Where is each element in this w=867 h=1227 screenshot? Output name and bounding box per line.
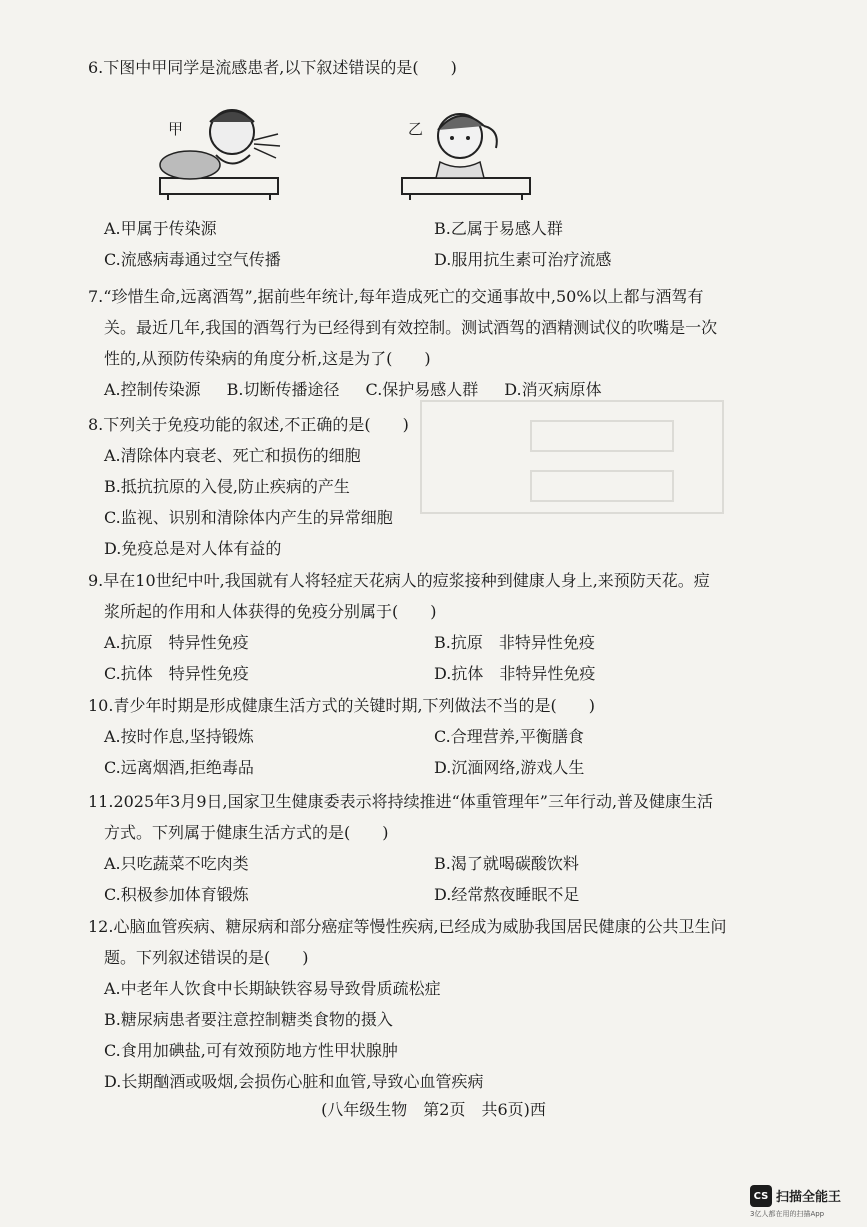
q10-option-b[interactable]: C.远离烟酒,拒绝毒品 [104,758,254,777]
q6-option-d[interactable]: D.服用抗生素可治疗流感 [434,250,612,269]
q9-option-a[interactable]: A.抗原 特异性免疫 [104,633,249,652]
q12-option-d[interactable]: D.长期酗酒或吸烟,会损伤心脏和血管,导致心血管疾病 [104,1072,484,1091]
students-drawing [150,100,550,200]
q10-option-c[interactable]: C.合理营养,平衡膳食 [434,727,584,746]
q12-option-b[interactable]: B.糖尿病患者要注意控制糖类食物的摄入 [104,1010,393,1029]
question-12-line-1: 12.心脑血管疾病、糖尿病和部分癌症等慢性疾病,已经成为威胁我国居民健康的公共卫生问 [88,917,727,936]
question-8-stem: 8.下列关于免疫功能的叙述,不正确的是( ) [88,415,409,434]
question-7 [88,281,808,405]
page-footer: (八年级生物 第2页 共6页)西 [321,1100,546,1119]
q8-option-a[interactable]: A.清除体内衰老、死亡和损伤的细胞 [104,446,361,465]
question-10 [88,690,808,783]
question-11 [88,786,808,910]
figure-label-b: 乙 [408,120,424,138]
q11-option-b[interactable]: B.渴了就喝碳酸饮料 [434,854,579,873]
scanner-tagline: 3亿人都在用的扫描App [750,1210,825,1218]
question-11-line-1: 11.2025年3月9日,国家卫生健康委表示将持续推进“体重管理年”三年行动,普及健康生活 [88,792,714,811]
question-9-line-2: 浆所起的作用和人体获得的免疫分别属于( ) [104,602,437,621]
q10-option-a[interactable]: A.按时作息,坚持锻炼 [104,727,254,746]
q9-option-d[interactable]: D.抗体 非特异性免疫 [434,664,596,683]
question-7-line-3: 性的,从预防传染病的角度分析,这是为了( ) [104,349,431,368]
question-10-stem: 10.青少年时期是形成健康生活方式的关键时期,下列做法不当的是( ) [88,696,596,715]
scanner-watermark [750,1183,855,1219]
question-6-options [88,213,808,275]
q9-option-c[interactable]: C.抗体 特异性免疫 [104,664,249,683]
q7-option-c[interactable]: C.保护易感人群 [365,380,479,399]
question-9-line-1: 9.早在10世纪中叶,我国就有人将轻症天花病人的痘浆接种到健康人身上,来预防天花。痘 [88,571,710,590]
question-6-stem: 6.下图中甲同学是流感患者,以下叙述错误的是( ) [88,58,457,77]
question-7-line-1: 7.“珍惜生命,远离酒驾”,据前些年统计,每年造成死亡的交通事故中,50%以上都与酒驾有 [88,287,704,306]
q7-option-a[interactable]: A.控制传染源 [104,380,201,399]
q8-option-c[interactable]: C.监视、识别和清除体内产生的异常细胞 [104,508,393,527]
q11-option-a[interactable]: A.只吃蔬菜不吃肉类 [104,854,249,873]
q6-option-a[interactable]: A.甲属于传染源 [104,219,217,238]
q10-option-d[interactable]: D.沉湎网络,游戏人生 [434,758,585,777]
flu-illustration [150,100,550,200]
q6-option-b[interactable]: B.乙属于易感人群 [434,219,563,238]
question-11-line-2: 方式。下列属于健康生活方式的是( ) [104,823,389,842]
q7-option-d[interactable]: D.消灭病原体 [504,380,602,399]
q6-option-c[interactable]: C.流感病毒通过空气传播 [104,250,281,269]
q9-option-b[interactable]: B.抗原 非特异性免疫 [434,633,595,652]
q11-option-d[interactable]: D.经常熬夜睡眠不足 [434,885,580,904]
scanner-logo-icon: CS [750,1185,772,1207]
q11-option-c[interactable]: C.积极参加体育锻炼 [104,885,249,904]
scanner-app-name: 扫描全能王 [776,1190,842,1205]
question-6 [88,52,808,83]
question-8 [88,409,808,564]
figure-label-a: 甲 [168,120,184,138]
question-12 [88,911,808,1097]
q8-option-b[interactable]: B.抵抗抗原的入侵,防止疾病的产生 [104,477,350,496]
q12-option-a[interactable]: A.中老年人饮食中长期缺铁容易导致骨质疏松症 [104,979,441,998]
q12-option-c[interactable]: C.食用加碘盐,可有效预防地方性甲状腺肿 [104,1041,398,1060]
q8-option-d[interactable]: D.免疫总是对人体有益的 [104,539,282,558]
q7-option-b[interactable]: B.切断传播途径 [226,380,340,399]
question-7-line-2: 关。最近几年,我国的酒驾行为已经得到有效控制。测试酒驾的酒精测试仪的吹嘴是一次 [104,318,718,337]
question-9 [88,565,808,689]
question-12-line-2: 题。下列叙述错误的是( ) [104,948,309,967]
